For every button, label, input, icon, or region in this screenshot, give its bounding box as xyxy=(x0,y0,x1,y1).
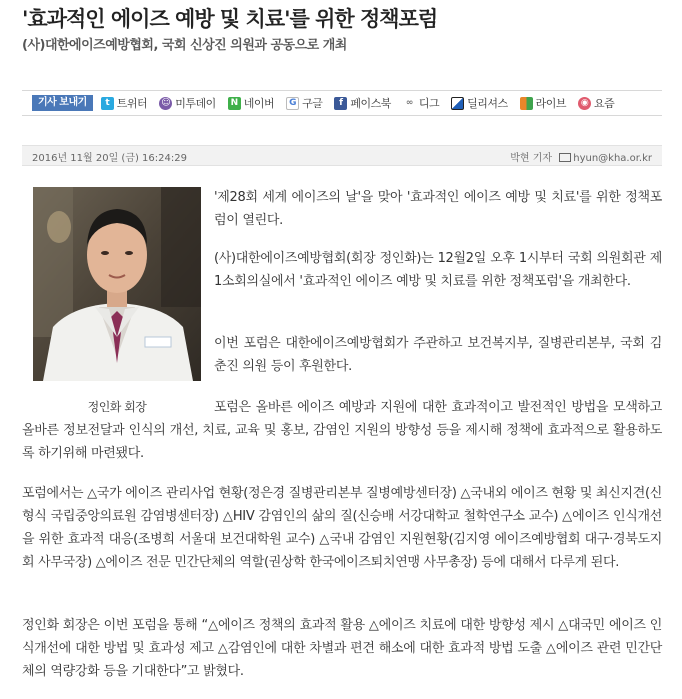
share-item-label: 트위터 xyxy=(116,97,148,110)
share-delicious[interactable] xyxy=(451,95,508,111)
share-digg[interactable] xyxy=(403,95,439,111)
share-google[interactable] xyxy=(286,95,322,111)
body-paragraph: '제28회 세계 에이즈의 날'을 맞아 '효과적인 에이즈 예방 및 치료'를 위한 정책포럼이 열린다. xyxy=(214,190,662,228)
body-paragraph: 포럼은 올바른 에이즈 예방과 지원에 대한 효과적이고 발전적인 방법을 모색하고 올바른 정보전달과 인식의 개선, 치료, 교육 및 홍보, 감염인 지원의 방향성 등을 제시해 정책에 효과적으로 활용하도록 하기위해 마련됐다. xyxy=(22,400,662,461)
naver-icon: N xyxy=(228,97,241,110)
twitter-icon: t xyxy=(101,97,114,110)
share-me2day[interactable] xyxy=(159,95,216,111)
share-item-label: 구글 xyxy=(302,97,323,110)
article-subhead: (사)대한에이즈예방협회, 국회 신상진 의원과 공동으로 개최 xyxy=(22,38,347,53)
me2day-icon: ☺ xyxy=(159,97,172,110)
yozm-icon: ◉ xyxy=(578,97,591,110)
reporter-name: 박현 기자 xyxy=(510,153,553,164)
windows-live-icon xyxy=(520,97,533,110)
share-windows-live[interactable] xyxy=(520,95,566,111)
body-paragraph: 포럼에서는 △국가 에이즈 관리사업 현황(정은경 질병관리본부 질병예방센터장) △국내외 에이즈 현황 및 최신지견(신형식 국립중앙의료원 감염병센터장) △HIV 감염인의 삶의 질(신승배 서강대학교 철학연구소 교수) △에이즈 인식개선을 위한 효과적 대응(조병희 서울대 보건대학원 교수) △국내 감염인 지원현황(김지영 에이즈예방협회 대구·경북도지회 사무국장) △에이즈 전문 민간단체의 역할(권상학 한국에이즈퇴치연맹 사무총장) 등에 대해서 다루게 된다. xyxy=(22,486,662,570)
article-byline xyxy=(510,149,652,164)
share-naver[interactable] xyxy=(228,95,274,111)
body-paragraph: 이번 포럼은 대한에이즈예방협회가 주관하고 보건복지부, 질병관리본부, 국회 김춘진 의원 등이 후원한다. xyxy=(214,336,662,374)
share-item-label: 디그 xyxy=(418,97,440,110)
share-item-label: 딜리셔스 xyxy=(467,97,508,110)
reporter-email[interactable]: hyun@kha.or.kr xyxy=(573,153,652,164)
share-item-label: 요즘 xyxy=(594,97,615,110)
photo-caption: 정인화 회장 xyxy=(87,400,147,414)
mail-icon xyxy=(559,153,571,162)
share-item-label: 라이브 xyxy=(535,97,567,110)
share-label: 기사 보내기 xyxy=(32,95,93,111)
share-item-label: 미투데이 xyxy=(175,97,216,110)
delicious-icon xyxy=(451,97,464,110)
facebook-icon: f xyxy=(334,97,347,110)
body-paragraph: 정인화 회장은 이번 포럼을 통해 “△에이즈 정책의 효과적 활용 △에이즈 치료에 대한 방향성 제시 △대국민 에이즈 인식개선에 대한 방법 및 효과성 제고 △감염인에 대한 차별과 편견 해소에 대한 효과적 방법 도출 △에이즈 관련 민간단체의 역량강화 등을 기대한다”고 밝혔다. xyxy=(22,618,662,679)
share-yozm[interactable] xyxy=(578,95,614,111)
share-item-label: 네이버 xyxy=(243,97,275,110)
article-date: 2016년 11월 20일 (금) 16:24:29 xyxy=(32,153,187,164)
share-facebook[interactable] xyxy=(334,95,391,111)
share-bar xyxy=(22,90,662,116)
google-icon: G xyxy=(286,97,299,110)
article-photo xyxy=(33,187,201,381)
article-headline: '효과적인 에이즈 예방 및 치료'를 위한 정책포럼 xyxy=(22,7,438,31)
share-twitter[interactable] xyxy=(101,95,147,111)
article-meta-bar xyxy=(22,145,662,166)
digg-icon: ∞ xyxy=(403,97,416,110)
share-item-label: 페이스북 xyxy=(350,97,391,110)
portrait-image xyxy=(33,187,201,381)
body-paragraph: (사)대한에이즈예방협회(회장 정인화)는 12월2일 오후 1시부터 국회 의원회관 제1소회의실에서 '효과적인 에이즈 예방 및 치료를 위한 정책포럼'을 개최한다. xyxy=(214,251,662,289)
